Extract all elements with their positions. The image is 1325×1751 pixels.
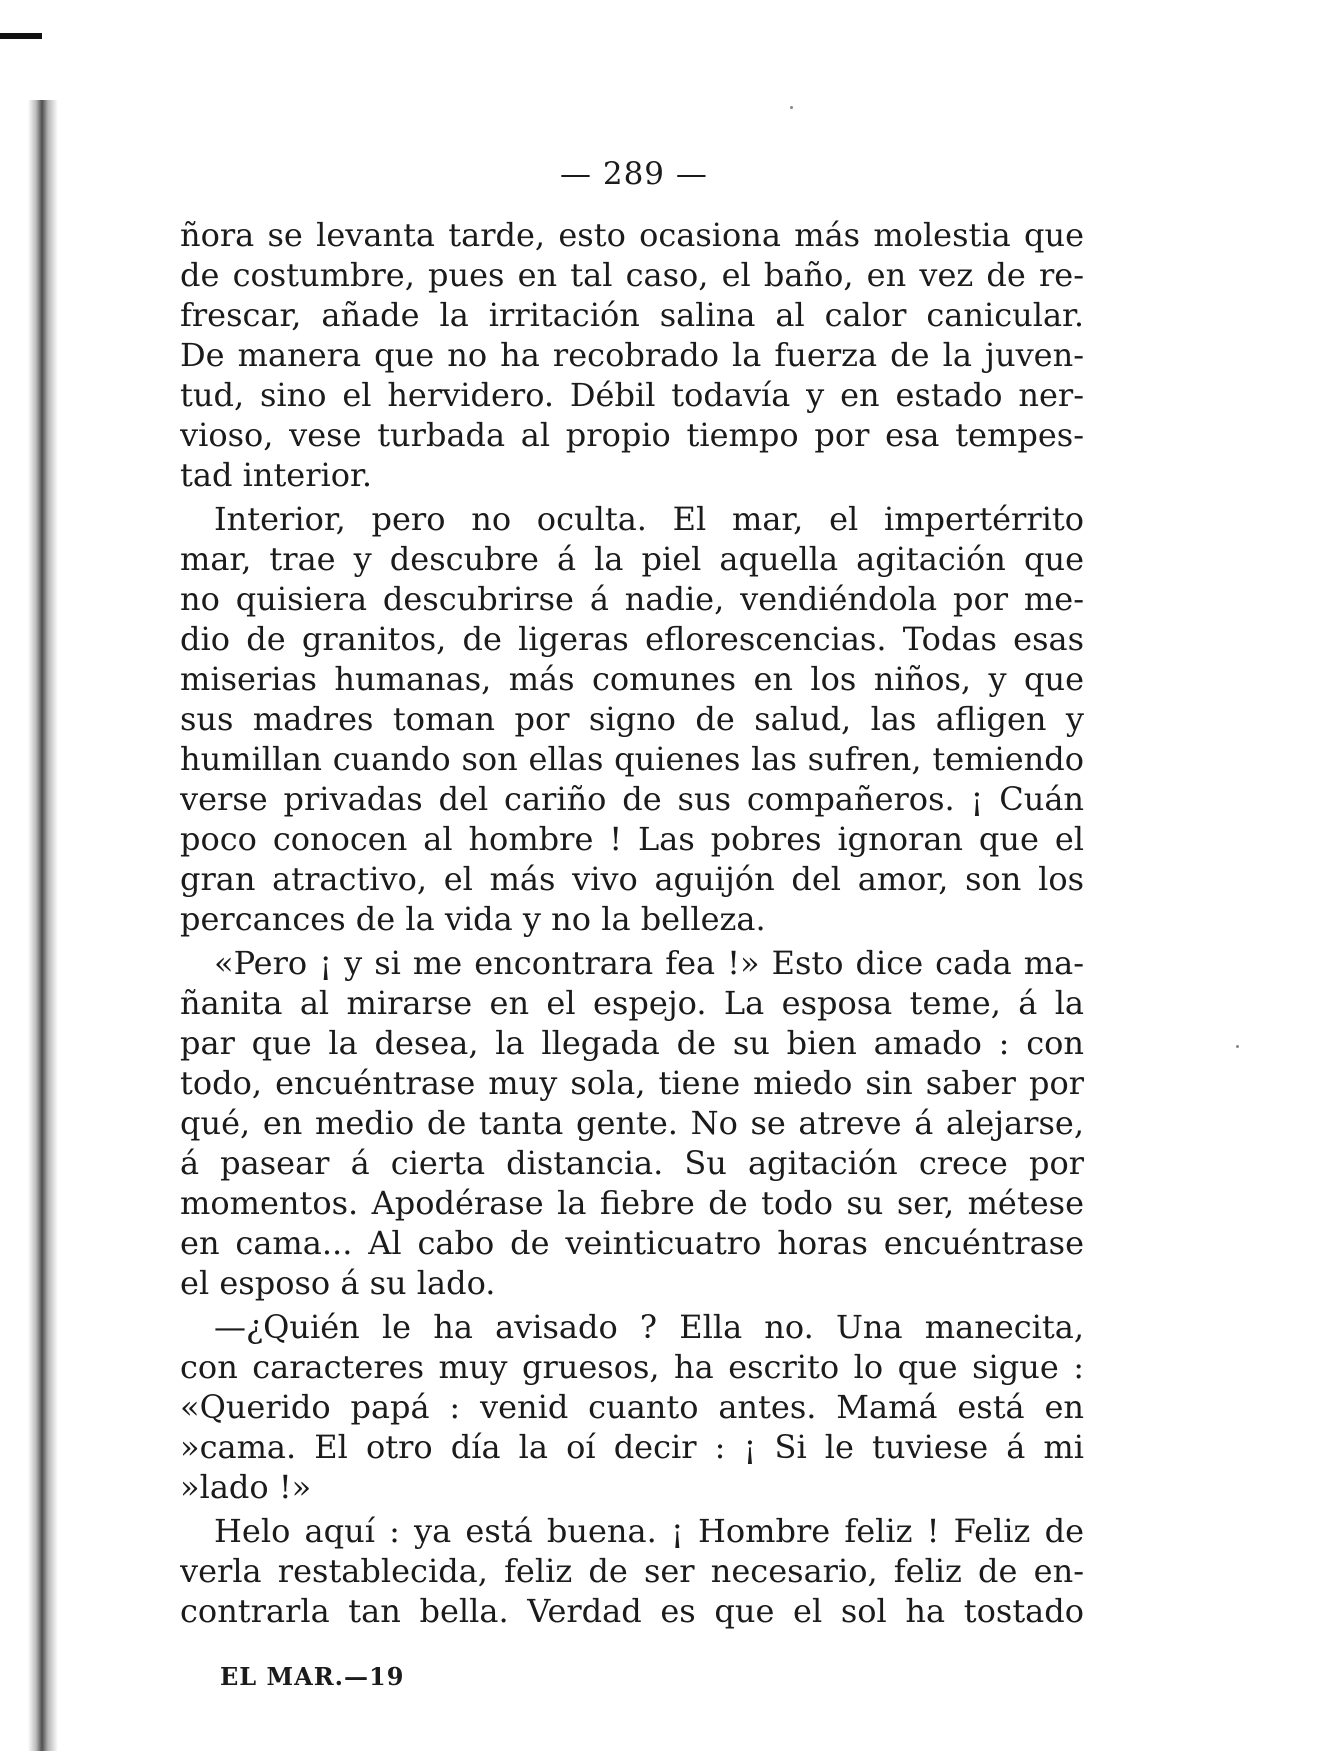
body-text bbox=[180, 215, 1084, 1631]
text-line: vioso, vese turbada al propio tiempo por esa tempes- bbox=[180, 416, 1084, 454]
text-line: mar, trae y descubre á la piel aquella agitación que bbox=[180, 540, 1084, 578]
text-line: tad interior. bbox=[180, 456, 372, 494]
text-line: verla restablecida, feliz de ser necesario, feliz de en- bbox=[180, 1552, 1084, 1590]
text-line: dio de granitos, de ligeras eflorescencias. Todas esas bbox=[180, 620, 1084, 658]
scan-speck bbox=[1236, 1045, 1239, 1048]
text-line: el esposo á su lado. bbox=[180, 1264, 496, 1302]
text-line: frescar, añade la irritación salina al calor canicular. bbox=[180, 296, 1084, 334]
scan-edge-mark bbox=[0, 33, 42, 39]
text-line: todo, encuéntrase muy sola, tiene miedo sin saber por bbox=[180, 1064, 1084, 1102]
paragraph bbox=[180, 215, 1084, 495]
text-line: ñora se levanta tarde, esto ocasiona más molestia que bbox=[180, 216, 1084, 254]
signature-mark: EL MAR.—19 bbox=[220, 1662, 405, 1691]
text-line: de costumbre, pues en tal caso, el baño, en vez de re- bbox=[180, 256, 1084, 294]
text-line: poco conocen al hombre ! Las pobres ignoran que el bbox=[180, 820, 1084, 858]
text-line: par que la desea, la llegada de su bien amado : con bbox=[180, 1024, 1084, 1062]
scan-speck bbox=[790, 106, 793, 109]
text-line: Helo aquí : ya está buena. ¡ Hombre feliz ! Feliz de bbox=[214, 1512, 1084, 1550]
text-line: «Pero ¡ y si me encontrara fea !» Esto dice cada ma- bbox=[214, 944, 1084, 982]
text-line: tud, sino el hervidero. Débil todavía y en estado ner- bbox=[180, 376, 1084, 414]
text-line: miserias humanas, más comunes en los niños, y que bbox=[180, 660, 1084, 698]
text-line: momentos. Apodérase la fiebre de todo su ser, métese bbox=[180, 1184, 1084, 1222]
text-line: percances de la vida y no la belleza. bbox=[180, 900, 766, 938]
text-line: en cama... Al cabo de veinticuatro horas encuéntrase bbox=[180, 1224, 1084, 1262]
text-line: verse privadas del cariño de sus compañeros. ¡ Cuán bbox=[180, 780, 1084, 818]
text-line: sus madres toman por signo de salud, las afligen y bbox=[180, 700, 1084, 738]
paragraph bbox=[180, 1307, 1084, 1507]
text-line: no quisiera descubrirse á nadie, vendiéndola por me- bbox=[180, 580, 1084, 618]
paragraph bbox=[180, 499, 1084, 939]
page-number: — 289 — bbox=[560, 156, 708, 192]
text-line: gran atractivo, el más vivo aguijón del amor, son los bbox=[180, 860, 1084, 898]
text-line: »cama. El otro día la oí decir : ¡ Si le tuviese á mi bbox=[180, 1428, 1084, 1466]
text-line: qué, en medio de tanta gente. No se atreve á alejarse, bbox=[180, 1104, 1084, 1142]
text-line: á pasear á cierta distancia. Su agitación crece por bbox=[180, 1144, 1084, 1182]
text-line: —¿Quién le ha avisado ? Ella no. Una manecita, bbox=[214, 1308, 1084, 1346]
text-line: Interior, pero no oculta. El mar, el impertérrito bbox=[214, 500, 1084, 538]
text-line: ñanita al mirarse en el espejo. La esposa teme, á la bbox=[180, 984, 1084, 1022]
paragraph bbox=[180, 943, 1084, 1303]
text-line: contrarla tan bella. Verdad es que el sol ha tostado bbox=[180, 1592, 1084, 1630]
text-line: humillan cuando son ellas quienes las sufren, temiendo bbox=[180, 740, 1084, 778]
book-gutter-shadow bbox=[28, 100, 58, 1751]
text-line: »lado !» bbox=[180, 1468, 312, 1506]
paragraph bbox=[180, 1511, 1084, 1631]
text-line: De manera que no ha recobrado la fuerza de la juven- bbox=[180, 336, 1084, 374]
text-line: con caracteres muy gruesos, ha escrito lo que sigue : bbox=[180, 1348, 1084, 1386]
text-line: «Querido papá : venid cuanto antes. Mamá está en bbox=[180, 1388, 1084, 1426]
